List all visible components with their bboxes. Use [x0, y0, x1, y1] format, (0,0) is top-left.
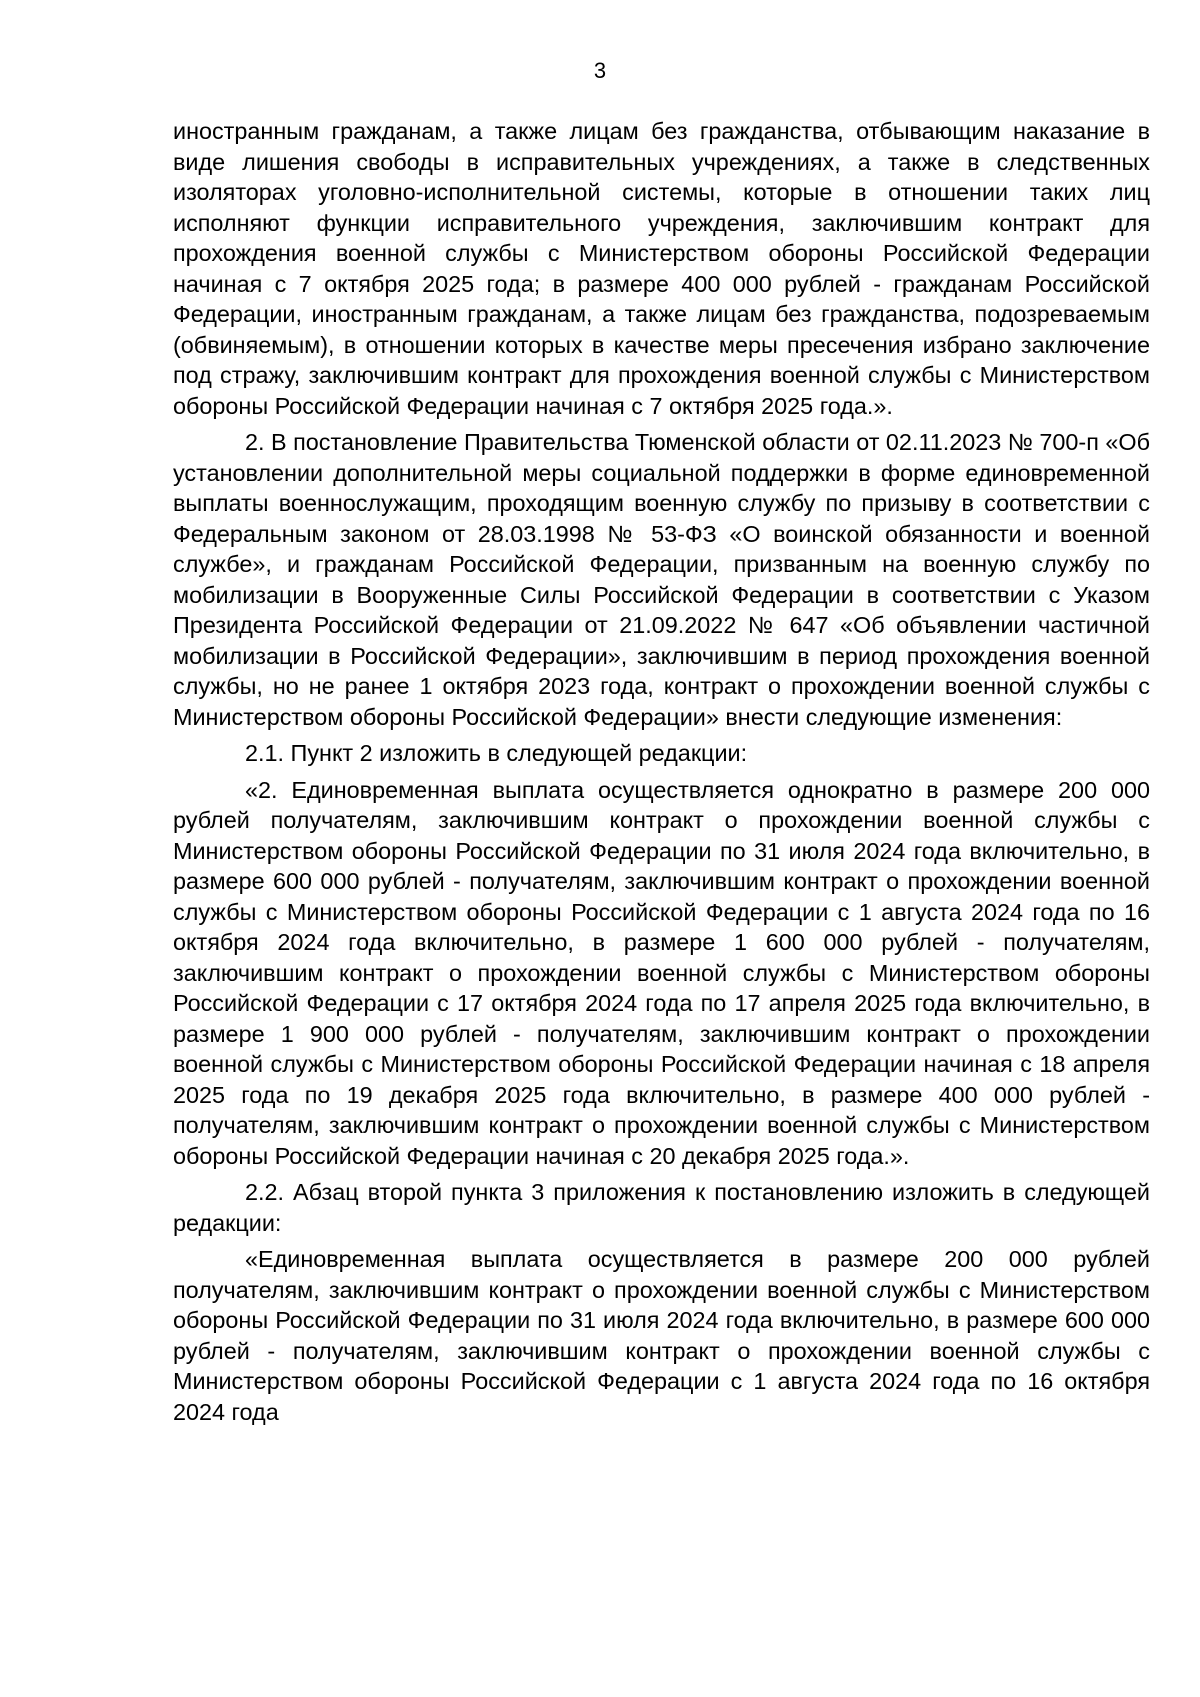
document-body	[173, 116, 1150, 1427]
paragraph-item-2-1: 2.1. Пункт 2 изложить в следующей редакции:	[245, 740, 748, 766]
page-number: 3	[593, 58, 607, 83]
paragraph-item-2-2-text: «Единовременная выплата осуществляется в размере 200 000 рублей получателям, заключившим контракт о прохождении военной службы с Министерством обороны Российской Федерации по 31 июля 2024 года включительно, в размере 600 000 рублей - получателям, заключившим контракт о прохождении военной службы с Министерством обороны Российской Федерации с 1 августа 2024 года по 16 октября 2024 года	[173, 1246, 1150, 1425]
paragraph-continuation: иностранным гражданам, а также лицам без гражданства, отбывающим наказание в виде лишения свободы в исправительных учреждениях, а также в следственных изоляторах уголовно-исполнительной системы, которые в отношении таких лиц исполняют функции исправительного учреждения, заключившим контракт для прохождения военной службы с Министерством обороны Российской Федерации начиная с 7 октября 2025 года; в размере 400 000 рублей - гражданам Российской Федерации, иностранным гражданам, а также лицам без гражданства, подозреваемым (обвиняемым), в отношении которых в качестве меры пресечения избрано заключение под стражу, заключившим контракт для прохождения военной службы с Министерством обороны Российской Федерации начиная с 7 октября 2025 года.».	[173, 118, 1150, 419]
paragraph-item-2-2: 2.2. Абзац второй пункта 3 приложения к постановлению изложить в следующей редакции:	[173, 1179, 1150, 1236]
paragraph-item-2: 2. В постановление Правительства Тюменской области от 02.11.2023 № 700-п «Об установлении дополнительной меры социальной поддержки в форме единовременной выплаты военнослужащим, проходящим военную службу по призыву в соответствии с Федеральным законом от 28.03.1998 № 53-ФЗ «О воинской обязанности и военной службе», и гражданам Российской Федерации, призванным на военную службу по мобилизации в Вооруженные Силы Российской Федерации в соответствии с Указом Президента Российской Федерации от 21.09.2022 № 647 «Об объявлении частичной мобилизации в Российской Федерации», заключившим в период прохождения военной службы, но не ранее 1 октября 2023 года, контракт о прохождении военной службы с Министерством обороны Российской Федерации» внести следующие изменения:	[173, 429, 1150, 730]
paragraph-item-2-1-text: «2. Единовременная выплата осуществляется однократно в размере 200 000 рублей получателям, заключившим контракт о прохождении военной службы с Министерством обороны Российской Федерации по 31 июля 2024 года включительно, в размере 600 000 рублей - получателям, заключившим контракт о прохождении военной службы с Министерством обороны Российской Федерации с 1 августа 2024 года по 16 октября 2024 года включительно, в размере 1 600 000 рублей - получателям, заключившим контракт о прохождении военной службы с Министерством обороны Российской Федерации с 17 октября 2024 года по 17 апреля 2025 года включительно, в размере 1 900 000 рублей - получателям, заключившим контракт о прохождении военной службы с Министерством обороны Российской Федерации начиная с 18 апреля 2025 года по 19 декабря 2025 года включительно, в размере 400 000 рублей - получателям, заключившим контракт о прохождении военной службы с Министерством обороны Российской Федерации начиная с 20 декабря 2025 года.».	[173, 776, 1150, 1169]
